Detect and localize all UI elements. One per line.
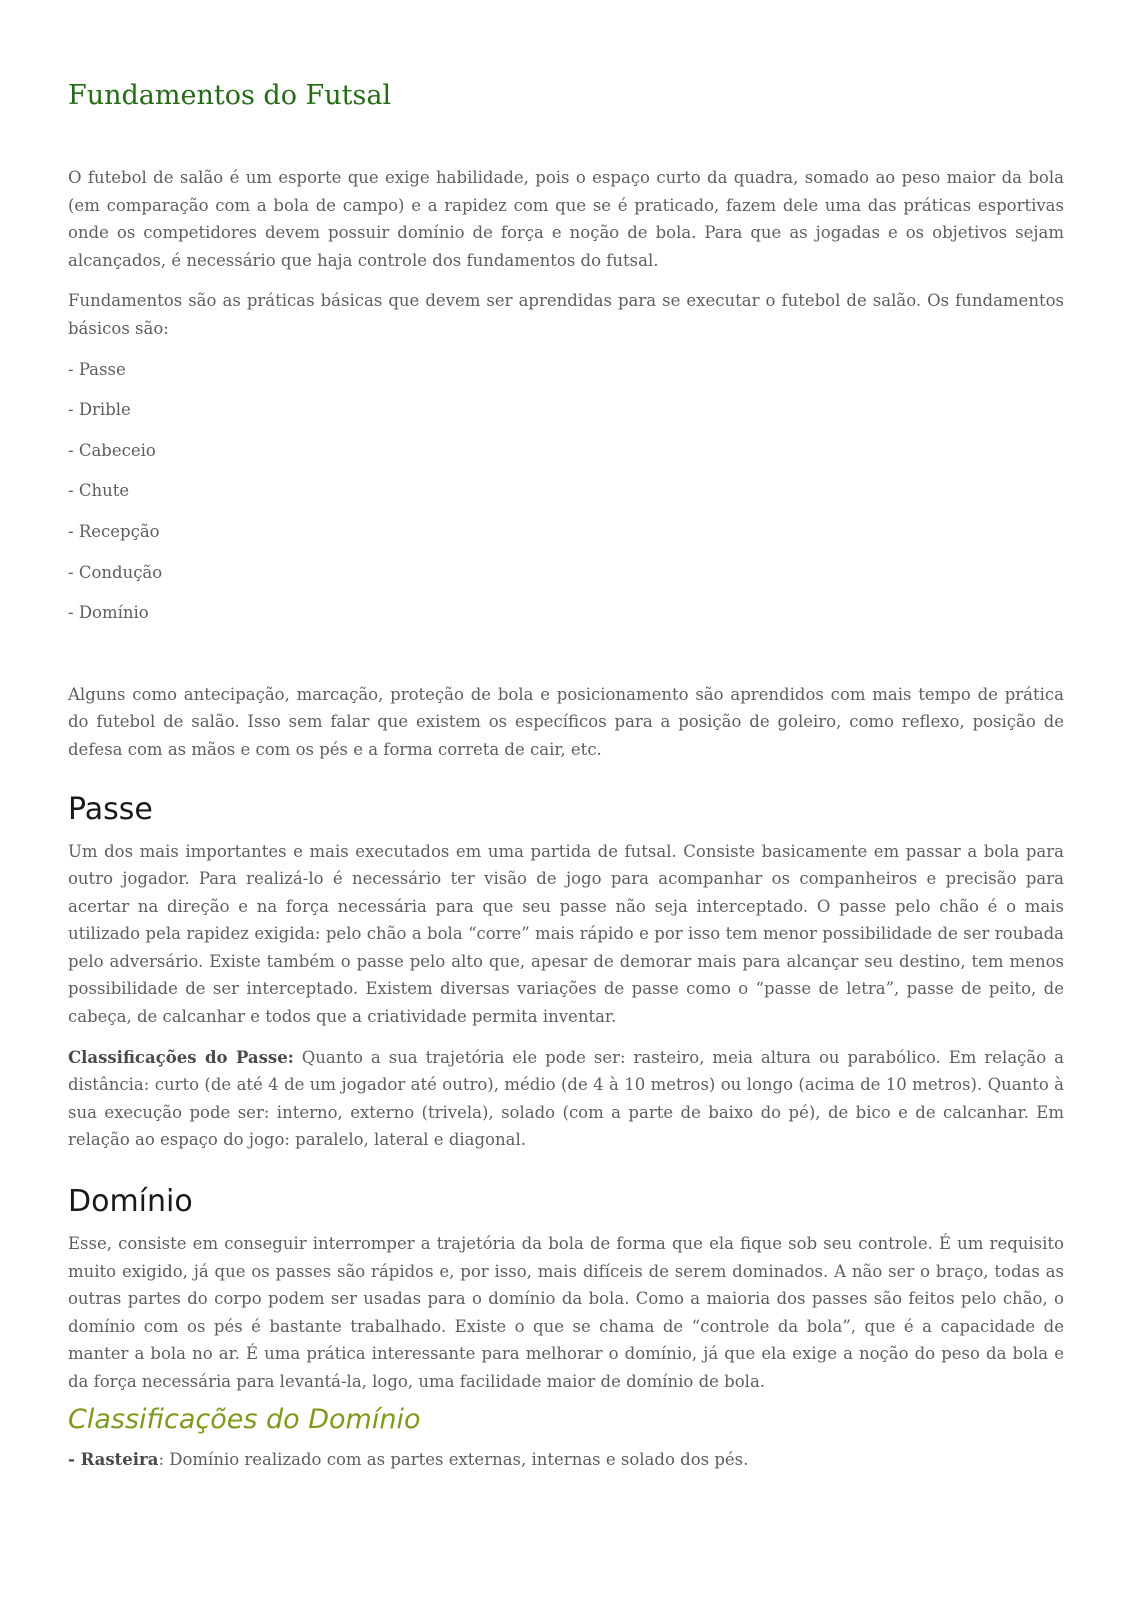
subsection-heading-classificacoes-dominio: Classificações do Domínio [68, 1403, 421, 1435]
dominio-classification-item [68, 1446, 1064, 1474]
section-heading-dominio: Domínio [68, 1184, 193, 1220]
intro-paragraph-2: Fundamentos são as práticas básicas que devem ser aprendidas para se executar o futebol de salão. Os fundamentos básicos são: [68, 291, 1064, 338]
section-heading-passe: Passe [68, 791, 153, 827]
fundamentals-list [68, 356, 1064, 627]
list-item: - Domínio [68, 603, 149, 623]
list-item: - Passe [68, 359, 126, 379]
passe-paragraph: Um dos mais importantes e mais executados em uma partida de futsal. Consiste basicamente em passar a bola para outro jogador. Para realizá-lo é necessário ter visão de jogo para acompanhar os companheiros e precisão para acertar na direção e na força necessária para que seu passe não seja interceptado. O passe pelo chão é o mais utilizado pela rapidez exigida: pelo chão a bola “corre” mais rápido e por isso tem menor possibilidade de ser roubada pelo adversário. Existe também o passe pelo alto que, apesar de demorar mais para alcançar seu destino, tem menos possibilidade de ser interceptado. Existem diversas variações de passe como o “passe de letra”, passe de peito, de cabeça, de calcanhar e todos que a criatividade permita inventar. [68, 841, 1064, 1027]
dominio-item-label: - Rasteira [68, 1449, 159, 1469]
list-item: - Drible [68, 400, 131, 420]
intro-paragraph-1: O futebol de salão é um esporte que exige habilidade, pois o espaço curto da quadra, somado ao peso maior da bola (em comparação com a bola de campo) e a rapidez com que se é praticado, fazem dele uma das práticas esportivas onde os competidores devem possuir domínio de força e noção de bola. Para que as jogadas e os objetivos sejam alcançados, é necessário que haja controle dos fundamentos do futsal. [68, 168, 1064, 270]
dominio-item-text: : Domínio realizado com as partes externas, internas e solado dos pés. [158, 1449, 749, 1469]
passe-classification-paragraph [68, 1044, 1064, 1154]
intro-paragraph-3: Alguns como antecipação, marcação, proteção de bola e posicionamento são aprendidos com mais tempo de prática do futebol de salão. Isso sem falar que existem os específicos para a posição de goleiro, como reflexo, posição de defesa com as mãos e com os pés e a forma correta de cair, etc. [68, 684, 1064, 759]
document-content [68, 78, 1064, 1473]
passe-classification-label: Classificações do Passe: [68, 1047, 294, 1067]
list-item: - Condução [68, 562, 163, 582]
passe-classification-text: Quanto a sua trajetória ele pode ser: rasteiro, meia altura ou parabólico. Em relação a distância: curto (de até 4 de um jogador até outro), médio (de 4 à 10 metros) ou longo (acima de 10 metros). Quanto à sua execução pode ser: interno, externo (trivela), solado (com a parte de baixo do pé), de bico e de calcanhar. Em relação ao espaço do jogo: paralelo, lateral e diagonal. [68, 1047, 1064, 1150]
list-item: - Cabeceio [68, 440, 156, 460]
dominio-paragraph: Esse, consiste em conseguir interromper a trajetória da bola de forma que ela fique sob seu controle. É um requisito muito exigido, já que os passes são rápidos e, por isso, mais difíceis de serem dominados. A não ser o braço, todas as outras partes do corpo podem ser usadas para o domínio da bola. Como a maioria dos passes são feitos pelo chão, o domínio com os pés é bastante trabalhado. Existe o que se chama de “controle da bola”, que é a capacidade de manter a bola no ar. É uma prática interessante para melhorar o domínio, já que ela exige a noção do peso da bola e da força necessária para levantá-la, logo, uma facilidade maior de domínio de bola. [68, 1234, 1064, 1391]
list-item: - Chute [68, 481, 130, 501]
list-item: - Recepção [68, 521, 160, 541]
page-title: Fundamentos do Futsal [68, 80, 392, 111]
